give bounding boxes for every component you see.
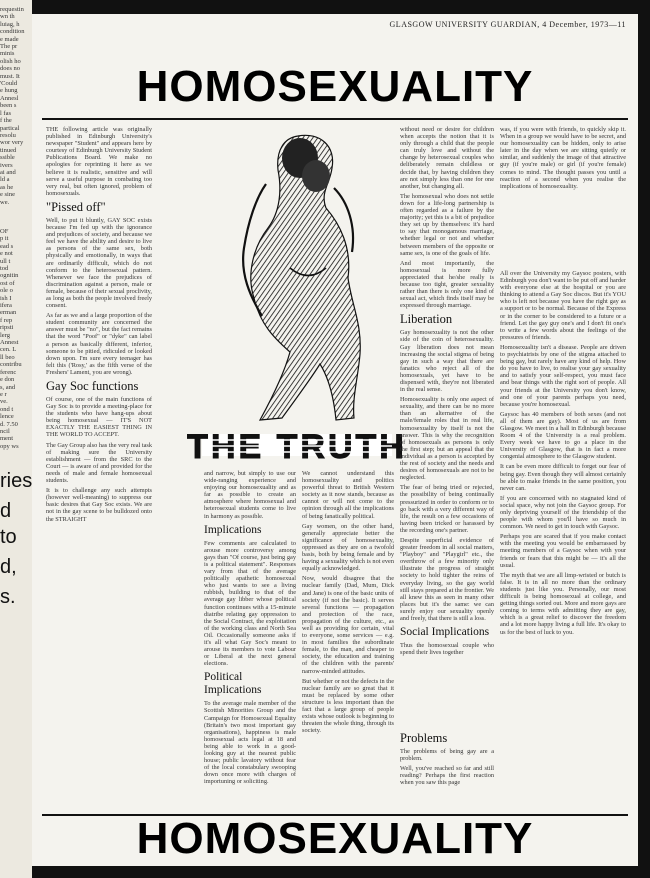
paragraph: And most importantly, the homosexual is more fully appreciated that he/she really is because too tight, greater sexuality rather than there is only one kind of sexual act, which finds itself may be expressed through marriage. xyxy=(400,259,494,310)
the-truth-title: THE TRUTH xyxy=(187,428,407,466)
paragraph: But whether or not the defects in the nuclear family are so great that it must be replaced by some other structure is less important than the fact that a large group of people exists whose outlook is beginning to threaten the whole thing, through its society. xyxy=(302,677,394,735)
paragraph: It is to challenge any such attempts (however well-meaning) to suppress our basic desires that Gay Soc exists. We are not in the gay scene to be bulldozed onto the STRAIGHT xyxy=(46,487,152,523)
paragraph: Thus the homosexual couple who spend their lives together xyxy=(400,642,494,657)
adjacent-page-fragment: OF xyxy=(0,227,9,235)
paragraph: Gaysoc has 40 members of both sexes (and not all of them are gay). Most of us are from Glasgow. We meet in a hall in Edinburgh because Room 4 of the University is a real problem. Every week we have to go a place in the University of Glasgow, that is in fact a more congenial atmosphere to the Glasgow student. xyxy=(500,410,626,461)
adjacent-page-fragment: e sine xyxy=(0,191,15,199)
paragraph: Now, would disagree that the nuclear family (Dad, Mum, Dick and Jane) is one of the basic units of society (if not the basic). It serves several functions — propagation and protection of the race, propagation of the culture, etc., as well as providing for certain, vital to everyone, some services — e.g. in most families the subordinate female, to the man, and cheaper to society, the education and training of the children with the parents' narrow-minded attitudes. xyxy=(302,575,394,675)
adjacent-page-fragment: ish I xyxy=(0,294,12,302)
adjacent-page-fragment: wor very xyxy=(0,139,24,147)
adjacent-page-fragment: ferenc xyxy=(0,368,17,376)
adjacent-page-fragment: ries xyxy=(0,470,33,493)
subheading-liberation: Liberation xyxy=(400,312,453,327)
paragraph: Gay homosexuality is not the other side of the coin of heterosexuality. Gay liberation does not mean increasing the social stigma of being gay in such a way that there are fanatics who reject all of the homosexuals, yet have to be dispensed with, they're not liberated in the real sense. xyxy=(400,329,494,394)
adjacent-page-fragment: ole o xyxy=(0,287,13,295)
subheading-implications: Implications xyxy=(204,523,262,536)
adjacent-page-fragment: ssible xyxy=(0,154,15,162)
article-column-3 xyxy=(302,470,394,812)
adjacent-page-fragment: as he xyxy=(0,183,14,191)
adjacent-page-fragment: ld a xyxy=(0,176,10,184)
adjacent-page-fragment: ifera xyxy=(0,302,12,310)
adjacent-page-fragment: f rep xyxy=(0,316,13,324)
adjacent-page-fragment: s, and xyxy=(0,383,16,391)
adjacent-page-fragment: cen. L xyxy=(0,346,17,354)
adjacent-page-fragment: contribu xyxy=(0,361,22,369)
paragraph: and narrow, but simply to use our wide-ranging experience and enjoying our homosexuality and as far as possible to create an atmosphere where homosexual and heterosexual students come to live in harmony as possible. xyxy=(204,470,296,520)
paragraph: Well, you've reached so far and still reading? Perhaps the first reaction when you saw this page xyxy=(400,765,494,787)
paragraph: Homosexuality is only one aspect of sexuality, and there can be no more than an alternative of the male/female roles that in real life, homosexuality by itself is not the answer. This is why the recognition of homosexuals as persons is only the first step; but an appeal that the individual as a person is accepted by the rest of society and the needs and desires of homosexuals are not to be neglected. xyxy=(400,396,494,482)
adjacent-page-fragment: d, xyxy=(0,556,17,579)
adjacent-page-fragment: ognitin xyxy=(0,272,19,280)
adjacent-page-fragment: opy ws xyxy=(0,442,19,450)
adjacent-page-fragment: tinued xyxy=(0,146,17,154)
adjacent-page-fragment: d to xyxy=(0,500,17,549)
adjacent-page-fragment: ncil xyxy=(0,427,10,435)
adjacent-page-fragment: ll beo xyxy=(0,353,15,361)
paragraph: Homosexuality isn't a disease. People are driven to psychiatrists by one of the stigma attached to being gay, but rarely have any kind of help. How do you have to live, to realise your gay sexuality and to satisfy your self-respect, you must face and bear things with the right sort of people. All your friends at the University you don't know, and one of your parents perhaps you need, because you're homosexual. xyxy=(500,343,626,408)
article-column-1 xyxy=(46,126,152,814)
adjacent-page-fragment: resolu xyxy=(0,131,16,139)
article-column-2 xyxy=(204,470,296,812)
paragraph: Few comments are calculated to arouse more controversy among gays than "Of course, just being gay is a political statement". Responses vary from that of the average politically apathetic homosexual who just wants to see a living rubbish, building to that of the average gay libber whose political function continues with a 15-minute diatribe relating gay oppression to the Social Contract, the exploitation of the working class and North Sea Oil. Occasionally someone asks if it's all what Gay Soc's meant to arouse its members to vote Labour or Liberal at the next general elections. xyxy=(204,539,296,668)
article-column-4 xyxy=(400,126,494,812)
adjacent-page-fragment: must. It xyxy=(0,72,20,80)
paragraph: Well, to put it bluntly, GAY SOC exists because I'm fed up with the ignorance and prejudices of society, and because we feel we have the ability and desire to live as persons of the same sex, both physically and emotionally, in ways that are ordinarily difficult, which do not conform to the heterosexual pattern. Whenever we face the prejudices of discrimination against a person, male or female, because of their sexual proclivity, as long as both the people involved freely consent. xyxy=(46,216,152,310)
adjacent-page-fragment: minis xyxy=(0,50,15,58)
article-intro: THE following article was originally published in Edinburgh University's newspaper "Student" and appears here by courtesy of Edinburgh University Student Publications Board. We make no apologies for reprinting it here as we believe it is realistic, sensitive and will serve a useful purpose in combating too very real, but often ignored, problem of homosexuals. xyxy=(46,126,152,197)
adjacent-page-fragment: been s xyxy=(0,102,17,110)
paragraph: The Gay Group also has the very real task of making sure the University establishment — from the SRC to the Court — is aware of and provided for the needs of male and female homosexual students. xyxy=(46,441,152,485)
paragraph: Perhaps you are scared that if you make contact with the meeting you would be embarrassed by meeting members of a Gaysoc when with your friends or fears that this might be — it's all the usual. xyxy=(500,533,626,569)
adjacent-page-fragment: ead s xyxy=(0,242,14,250)
paragraph: The homosexual who does not settle down for a life-long partnership is often regarded as a failure by the majority; yet this is a bit of prejudice they set up by themselves: it's hard to say that monogamous marriage, whether legal or not and whether between members of the opposite or same sex, is one of the goals of life. xyxy=(400,192,494,257)
adjacent-page-fragment: 'Could xyxy=(0,80,18,88)
adjacent-page-fragment: we. xyxy=(0,198,10,206)
article-column-6 xyxy=(500,270,626,812)
paragraph: It can be even more difficult to forget our fear of being gay. Even though they will almost certainly be able to make friends in the same position, you never can. xyxy=(500,463,626,492)
adjacent-page-fragment: p it xyxy=(0,235,9,243)
adjacent-page-fragment: e don xyxy=(0,376,15,384)
adjacent-page-fragment: The pr xyxy=(0,43,18,51)
adjacent-page-text-middle xyxy=(0,206,32,450)
subheading-social-implications: Social Implications xyxy=(400,626,490,639)
adjacent-page-fragment: l fas xyxy=(0,109,12,117)
adjacent-page-fragment: ripsti xyxy=(0,324,14,332)
subheading-political-implications: Political Implications xyxy=(204,671,262,697)
paragraph: To the average male member of the Scottish Minorities Group and the Campaign for Homosexual Equality (Britain's two most important gay organisations), happiness is male homosexual acts legal at 18 and being able to work in a good-looking guy at the nearest public house; public lavatory without fear of the local constabulary swooping down once more with charges of importuning or soliciting. xyxy=(204,700,296,786)
adjacent-page-fragment: Annest xyxy=(0,339,19,347)
adjacent-page-fragment: f the xyxy=(0,117,12,125)
adjacent-page-fragment: e hung xyxy=(0,87,18,95)
adjacent-page-fragment: luiag, h xyxy=(0,20,20,28)
adjacent-page-fragment: ivers xyxy=(0,161,13,169)
adjacent-page-large-text xyxy=(0,450,32,610)
adjacent-page-fragment: e made xyxy=(0,35,19,43)
adjacent-page-fragment: erman xyxy=(0,309,17,317)
adjacent-page-text-top xyxy=(0,0,32,206)
adjacent-page-fragment: ull t xyxy=(0,257,11,265)
paragraph: The fear of being tried or rejected, the possibility of being continually pressurized in order to conform or to go back with a very different way of life, the result on a few occasions of having been tricked or harassed by the recording one's partner. xyxy=(400,484,494,534)
subheading-gay-soc-functions: Gay Soc functions xyxy=(46,379,139,393)
the-truth-graphic xyxy=(187,422,407,468)
masthead: GLASGOW UNIVERSITY GUARDIAN, 4 December, 1973—11 xyxy=(389,20,626,29)
problems-section xyxy=(400,728,494,812)
paragraph: If you are concerned with no stagnated kind of social space, why not join the Gaysoc group. For only depriving yourself of the friendship of the people with whom you'll have so much in common. We need to get in touch with Gaysoc. xyxy=(500,494,626,531)
headline-rule xyxy=(42,118,628,120)
headline-bottom: HOMOSEXUALITY xyxy=(136,814,534,863)
newspaper-page xyxy=(32,14,638,866)
paragraph: Of course, one of the main functions of Gay Soc is to provide a meeting-place for the students who have hang-ups about being homosexual — IT'S NOT EXACTLY THE EASIEST THING IN THE WORLD TO ACCEPT. xyxy=(46,396,152,439)
adjacent-page-fragment: ment xyxy=(0,435,13,443)
adjacent-page-fragment: ond t xyxy=(0,405,14,413)
adjacent-page-fragment: ai and xyxy=(0,168,16,176)
adjacent-page-fragment: d. 7.50 xyxy=(0,420,18,428)
adjacent-page-fragment: s. xyxy=(0,586,16,609)
paragraph: We cannot understand this homosexuality and politics powerful threat to British Western society as it now stands, because as cannot or will not come to the opinion through all the implications of being fanatically political. xyxy=(302,470,394,520)
subheading-problems: Problems xyxy=(400,731,448,745)
adjacent-page-fragment: does no xyxy=(0,65,21,73)
headline-top: HOMOSEXUALITY xyxy=(136,62,534,111)
paragraph: without need or desire for children when accepts the notion that it is only through a child that the people can truly love and without the change by heterosexual couples who deliberately remain childless or decide that, by having children they are not simply less than one for one another, but changing all. xyxy=(400,126,494,190)
adjacent-page-fragment: requestin xyxy=(0,6,24,13)
adjacent-page-fragment: partical xyxy=(0,124,20,132)
paragraph: As far as we and a large proportion of the student community are concerned the answer must be "no", but the fact remains that the word "Poof" or "dyke" can label a person as basically different, inferior, someone to be pitied, ridiculed or looked down upon. I'm sure every teenager has felt this ('Rosy,' as the fifth verse of the Freshers' Lament, you are wrong). xyxy=(46,312,152,376)
adjacent-page-fragment: ve. xyxy=(0,398,8,406)
article-column-5-top xyxy=(500,126,626,266)
adjacent-page-fragment: condition xyxy=(0,28,25,36)
paragraph: Despite superficial evidence of greater freedom in all social matters, "Playboy" and "Playgirl" etc., the overthrow of a few minority only illustrate the progress of straight society to hold tighter the reins of everyday living, so the gay world still stays prepared at the frontier. We all knew this as seen in many other places but it's the same: we can surely enjoy our sexuality openly and freely, that there is still a loss. xyxy=(400,536,494,622)
adjacent-page-fragment: e r xyxy=(0,390,7,398)
paragraph: The problems of being gay are a problem. xyxy=(400,748,494,763)
paragraph: Gay women, on the other hand, generally appreciate better the significance of homosexuality, oppressed as they are on a twofold basis, both by being female and by having a sexuality which is not even equally acknowledged. xyxy=(302,522,394,573)
subheading-pissed-off: "Pissed off" xyxy=(46,199,106,214)
adjacent-page-strip xyxy=(0,0,32,878)
paragraph: All over the University my Gaysoc posters, with Edinburgh you don't want to be put off and harder with everyone else at the hospital or you are thinking to attend a Gay Soc discos. But it's YOU who is left not because you have the right gay as a support or to be normal. Because of the Express or in the corner to be considered to a future or a friend. Let the gay guy one's and I don't fit one's to write a few words about the feelings of the pressures of friends. xyxy=(500,270,626,341)
adjacent-page-fragment: ost of xyxy=(0,279,15,287)
adjacent-page-fragment: tod xyxy=(0,265,9,272)
paragraph: The myth that we are all limp-wristed or butch is false. It is in all no more than the ordinary students just like you. Personally, our most difficult is being homosexual at college, and getting things sorted out. More and more gays are coming to terms with admitting they are gay, which is a great relief to discover the freedom and a lot more happy living a full life. It's okay to us for the best of luck to you. xyxy=(500,571,626,636)
adjacent-page-fragment: Annesl xyxy=(0,94,19,102)
adjacent-page-fragment: olish ho xyxy=(0,57,21,65)
paragraph: was, if you were with friends, to quickly skip it. When in a group we would have to be secret, and our homosexuality can be hidden, only to arise later in the day when we are sitting quietly or similar, and suddenly the image of that attractive guy (if you're male) or girl (if you're female) comes to mind. The thought passes you until a reaction of a second when you realise the implications of homosexuality. xyxy=(500,126,626,190)
adjacent-page-fragment: wn th xyxy=(0,13,15,21)
couple-illustration xyxy=(202,128,392,424)
adjacent-page-fragment: e not xyxy=(0,250,13,258)
adjacent-page-fragment: lerg xyxy=(0,331,10,339)
adjacent-page-fragment: lence xyxy=(0,413,14,421)
